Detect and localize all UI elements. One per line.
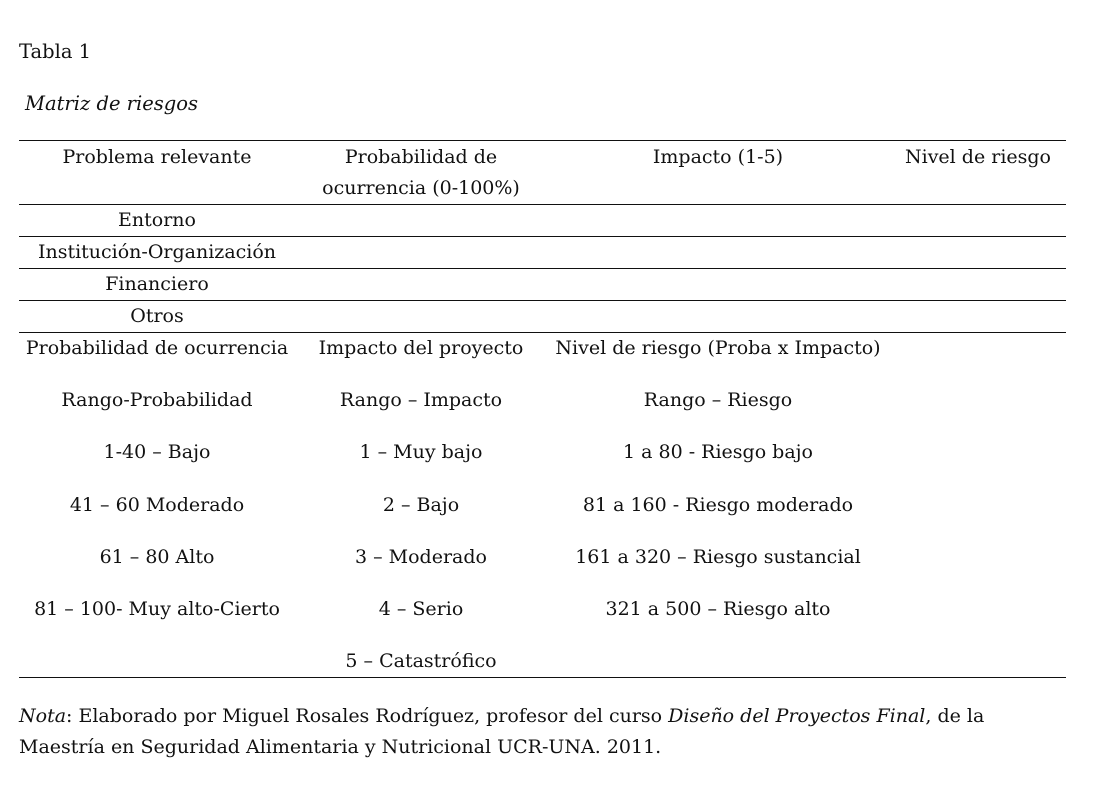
scale-probabilidad-item: 61 – 80 Alto <box>99 546 215 568</box>
scale-impacto-heading: Impacto del proyecto <box>318 337 524 359</box>
header-nivel-riesgo: Nivel de riesgo <box>905 146 1051 168</box>
row-problema-entorno: Entorno <box>118 209 196 231</box>
scale-impacto-item: 1 – Muy bajo <box>359 441 483 463</box>
scale-impacto-subheading: Rango – Impacto <box>339 389 503 411</box>
scale-impacto-item: 4 – Serio <box>378 598 464 620</box>
table-note <box>19 701 1069 763</box>
table-top-rule <box>19 140 1066 141</box>
scale-probabilidad-item: 41 – 60 Moderado <box>69 494 245 516</box>
header-impacto: Impacto (1-5) <box>652 146 784 168</box>
note-text-after: , de la Maestría en Seguridad Alimentaria y Nutricional UCR-UNA. 2011. <box>19 705 985 758</box>
note-text-before: : Elaborado por Miguel Rosales Rodríguez, profesor del curso <box>66 705 669 727</box>
scale-impacto-item: 5 – Catastrófico <box>345 650 497 672</box>
header-probabilidad-line1: Probabilidad de <box>344 146 498 168</box>
row-problema-institucion: Institución-Organización <box>37 241 277 263</box>
scale-riesgo-item: 161 a 320 – Riesgo sustancial <box>575 546 861 568</box>
scale-riesgo-item: 1 a 80 - Riesgo bajo <box>622 441 813 463</box>
table-bottom-rule <box>19 677 1066 678</box>
row-problema-financiero: Financiero <box>105 273 209 295</box>
scale-riesgo-subheading: Rango – Riesgo <box>643 389 793 411</box>
scale-riesgo-item: 321 a 500 – Riesgo alto <box>605 598 831 620</box>
scale-impacto-item: 3 – Moderado <box>355 546 487 568</box>
scale-probabilidad-item: 1-40 – Bajo <box>103 441 211 463</box>
scale-impacto-item: 2 – Bajo <box>382 494 460 516</box>
note-label: Nota <box>19 705 67 727</box>
scale-probabilidad-heading: Probabilidad de ocurrencia <box>25 337 289 359</box>
scale-probabilidad-subheading: Rango-Probabilidad <box>61 389 253 411</box>
table-title: Matriz de riesgos <box>25 92 199 115</box>
header-probabilidad-line2: ocurrencia (0-100%) <box>322 177 520 199</box>
scale-riesgo-heading: Nivel de riesgo (Proba x Impacto) <box>555 337 881 359</box>
row-problema-otros: Otros <box>130 305 184 327</box>
table-number: Tabla 1 <box>19 40 92 63</box>
scale-riesgo-item: 81 a 160 - Riesgo moderado <box>582 494 854 516</box>
note-course-name: Diseño del Proyectos Final <box>668 705 926 727</box>
header-problema: Problema relevante <box>62 146 252 168</box>
scale-probabilidad-item: 81 – 100- Muy alto-Cierto <box>34 598 280 620</box>
